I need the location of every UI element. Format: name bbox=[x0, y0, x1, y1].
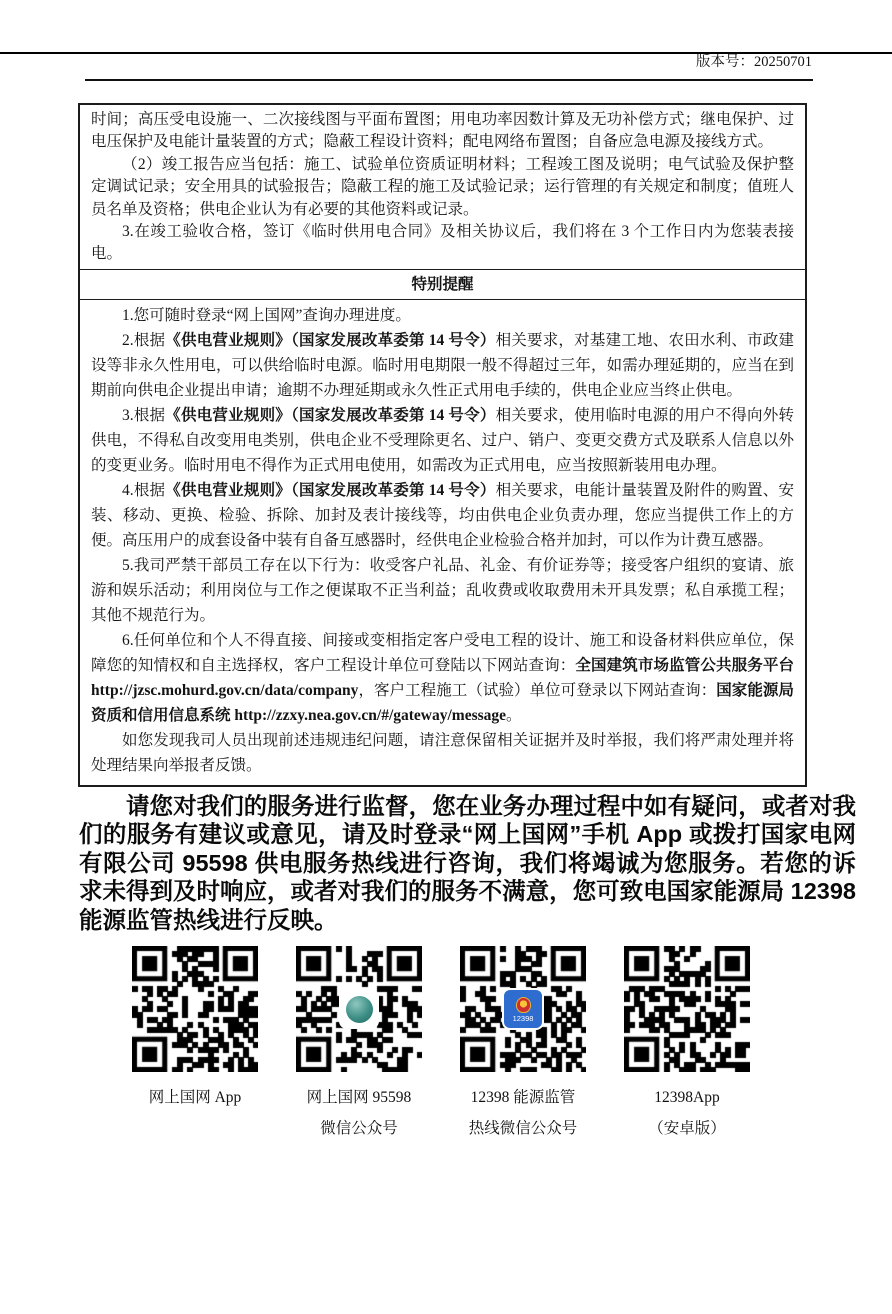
qr-label bbox=[448, 1082, 598, 1144]
paragraph-completion-report: （2）竣工报告应当包括：施工、试验单位资质证明材料；工程竣工图及说明；电气试验及保护整定调试记录；安全用具的试验报告；隐蔽工程的施工及试验记录；运行管理的有关规定和制度；值班人员名单及资格；供电企业认为有必要的其他资料或记录。 bbox=[91, 155, 794, 218]
reminder-item-2: 2.根据《供电营业规则》（国家发展改革委第 14 号令）相关要求，对基建工地、农田水利、市政建设等非永久性用电，可以供给临时电源。临时用电期限一般不得超过三年，如需办理延期的，应当在到期前向供电企业提出申请；逾期不办理延期或永久性正式用电手续的，供电企业应当终止供电。 bbox=[91, 331, 794, 399]
table-cell-continuation bbox=[80, 105, 805, 269]
qr-label-line: 12398App bbox=[654, 1089, 720, 1107]
qr-block-12398-app bbox=[612, 946, 762, 1144]
qr-label-line: 12398 能源监管 bbox=[470, 1089, 576, 1107]
page-top-border bbox=[0, 52, 892, 54]
logo-number-text: 12398 bbox=[512, 1013, 534, 1023]
reminder-item-1: 1.您可随时登录“网上国网”查询办理进度。 bbox=[122, 306, 411, 324]
qr-image bbox=[132, 946, 258, 1072]
qr-label-line: 网上国网 App bbox=[148, 1089, 242, 1107]
document-page bbox=[0, 52, 892, 1314]
state-grid-95598-logo-icon bbox=[341, 991, 377, 1027]
qr-label-line: （安卓版） bbox=[648, 1120, 726, 1138]
qr-label bbox=[120, 1082, 270, 1113]
qr-label bbox=[284, 1082, 434, 1144]
paragraph-meter-installation: 3.在竣工验收合格，签订《临时供用电合同》及相关协议后，我们将在 3 个工作日内为您装表接电。 bbox=[91, 223, 794, 263]
qr-code-12398-hotline-wechat bbox=[460, 946, 586, 1072]
qr-block-wangshang-guowang-app bbox=[120, 946, 270, 1144]
supervision-notice: 请您对我们的服务进行监督，您在业务办理过程中如有疑问，或者对我们的服务有建议或意见，请及时登录“网上国网”手机 App 或拨打国家电网有限公司 95598 供电服务热线进行咨询，我们将竭诚为您服务。若您的诉求未得到及时响应，或者对我们的服务不满意，您可致电国家能源局 12398 能源监管热线进行反映。 bbox=[79, 792, 856, 933]
qr-code-wangshang-guowang-app bbox=[132, 946, 258, 1072]
qr-label-line: 热线微信公众号 bbox=[468, 1120, 578, 1138]
qr-code-12398-app bbox=[624, 946, 750, 1072]
notice-table bbox=[78, 103, 807, 787]
reminder-item-5: 5.我司严禁干部员工存在以下行为：收受客户礼品、礼金、有价证券等；接受客户组织的宴请、旅游和娱乐活动；利用岗位与工作之便谋取不正当利益；乱收费或收取费用未开具发票；私自承揽工程；其他不规范行为。 bbox=[91, 556, 794, 624]
nea-12398-logo-icon bbox=[504, 990, 542, 1028]
national-emblem-icon bbox=[516, 997, 531, 1013]
reminder-report-note: 如您发现我司人员出现前述违规违纪问题，请注意保留相关证据并及时举报，我们将严肃处理并将处理结果向举报者反馈。 bbox=[91, 731, 794, 774]
reminder-item-4: 4.根据《供电营业规则》（国家发展改革委第 14 号令）相关要求，电能计量装置及附件的购置、安装、移动、更换、检验、拆除、加封及表计接线等，均由供电企业负责办理，您应当提供工作上的方便。高压用户的成套设备中装有自备互感器时，经供电企业检验合格并加封，可以作为计费互感器。 bbox=[91, 481, 794, 549]
version-label: 版本号：20250701 bbox=[696, 54, 812, 70]
qr-label-line: 网上国网 95598 bbox=[306, 1089, 412, 1107]
green-globe-icon bbox=[346, 996, 373, 1023]
header-divider bbox=[85, 79, 813, 81]
qr-image bbox=[624, 946, 750, 1072]
reminder-item-6: 6.任何单位和个人不得直接、间接或变相指定客户受电工程的设计、施工和设备材料供应单位，保障您的知情权和自主选择权，客户工程设计单位可登陆以下网站查询：全国建筑市场监管公共服务平台 http://jzsc.mohurd.gov.cn/data/company，客户工程施工（试验）单位可登录以下网站查询：国家能源局资质和信用信息系统 http://zzxy.nea.gov.cn/#/gateway/message。 bbox=[91, 631, 794, 724]
table-cell-reminders bbox=[80, 300, 805, 785]
qr-block-95598-wechat bbox=[284, 946, 434, 1144]
qr-label-line: 微信公众号 bbox=[320, 1120, 398, 1138]
qr-code-section bbox=[120, 946, 892, 1144]
qr-label bbox=[612, 1082, 762, 1144]
reminder-item-3: 3.根据《供电营业规则》（国家发展改革委第 14 号令）相关要求，使用临时电源的用户不得向外转供电，不得私自改变用电类别，供电企业不受理除更名、过户、销户、变更交费方式及联系人信息以外的变更业务。临时用电不得作为正式用电使用，如需改为正式用电，应当按照新装用电办理。 bbox=[91, 406, 794, 474]
qr-block-12398-hotline-wechat bbox=[448, 946, 598, 1144]
special-reminder-header: 特别提醒 bbox=[80, 269, 805, 300]
qr-code-95598-wechat bbox=[296, 946, 422, 1072]
paragraph-requirements-continued: 时间；高压受电设施一、二次接线图与平面布置图；用电功率因数计算及无功补偿方式；继电保护、过电压保护及电能计量装置的方式；隐蔽工程设计资料；配电网络布置图；自备应急电源及接线方式。 bbox=[91, 111, 794, 151]
